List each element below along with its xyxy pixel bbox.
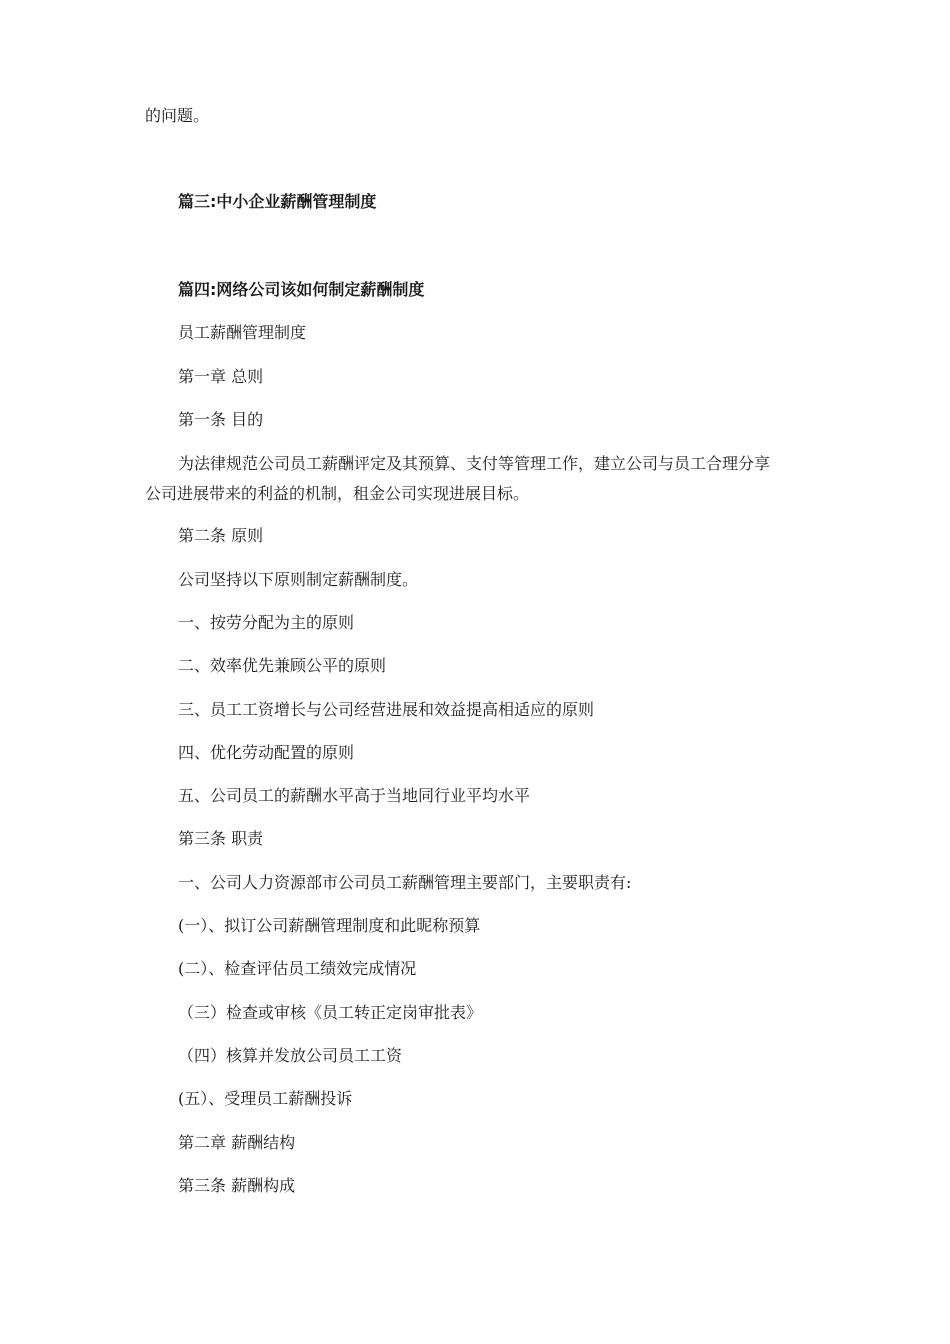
list-item: (一）、拟订公司薪酬管理制度和此昵称预算: [178, 916, 481, 935]
section-heading-3: 篇三:中小企业薪酬管理制度: [178, 192, 377, 211]
article-heading: 第三条 薪酬构成: [178, 1176, 296, 1195]
list-item: （四）核算并发放公司员工工资: [178, 1046, 403, 1065]
list-item: 三、员工工资增长与公司经营进展和效益提高相适应的原则: [178, 700, 595, 719]
article-heading: 第三条 职责: [178, 829, 264, 848]
paragraph-line: 公司坚持以下原则制定薪酬制度。: [178, 570, 419, 589]
section-heading-4: 篇四:网络公司该如何制定薪酬制度: [178, 280, 425, 299]
chapter-heading: 第二章 薪酬结构: [178, 1133, 296, 1152]
document-title: 员工薪酬管理制度: [178, 323, 307, 342]
chapter-heading: 第一章 总则: [178, 367, 264, 386]
article-heading: 第一条 目的: [178, 410, 264, 429]
list-item: 二、效率优先兼顾公平的原则: [178, 656, 387, 675]
list-item: (二）、检查评估员工绩效完成情况: [178, 959, 417, 978]
paragraph-line: 公司进展带来的利益的机制，租金公司实现进展目标。: [145, 484, 530, 503]
list-item: 五、公司员工的薪酬水平高于当地同行业平均水平: [178, 786, 531, 805]
paragraph-line: 一、公司人力资源部市公司员工薪酬管理主要部门，主要职责有:: [178, 873, 632, 892]
text-line: 的问题。: [145, 106, 210, 125]
article-heading: 第二条 原则: [178, 526, 264, 545]
paragraph-line: 为法律规范公司员工薪酬评定及其预算、支付等管理工作，建立公司与员工合理分享: [178, 454, 771, 473]
list-item: （三）检查或审核《员工转正定岗审批表》: [178, 1003, 483, 1022]
list-item: (五）、受理员工薪酬投诉: [178, 1089, 353, 1108]
list-item: 四、优化劳动配置的原则: [178, 743, 355, 762]
list-item: 一、按劳分配为主的原则: [178, 613, 355, 632]
